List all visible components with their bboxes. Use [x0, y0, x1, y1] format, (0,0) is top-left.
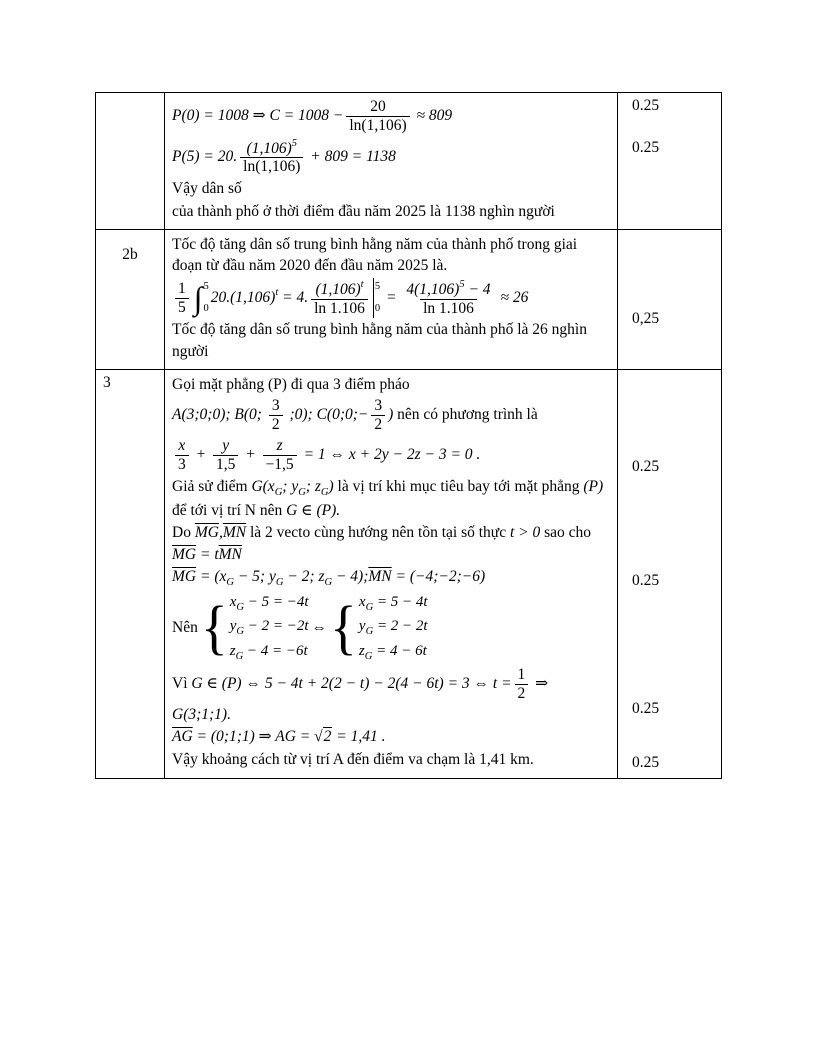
math-token: y	[229, 618, 237, 635]
equation	[230, 592, 309, 615]
fraction	[403, 279, 493, 318]
subscript: G	[226, 577, 234, 589]
eval-lower-limit: 0	[374, 302, 381, 314]
subscript: G	[236, 626, 244, 638]
radical-icon: √	[314, 728, 323, 746]
score-cell	[617, 370, 721, 778]
evaluation-limits	[375, 278, 380, 318]
solution-text: Do	[172, 524, 195, 542]
formula-line	[172, 97, 610, 136]
score-value: 0.25	[632, 572, 660, 589]
fraction	[515, 666, 529, 703]
math-token: ,	[218, 524, 223, 542]
math-token: 20.(1,106)	[210, 288, 276, 306]
score-cell	[617, 93, 721, 229]
frac-numerator: 3	[271, 397, 280, 415]
math-token: ; z	[305, 477, 321, 495]
math-token: G(x	[251, 477, 275, 495]
fraction	[240, 138, 303, 177]
score-value: 0.25	[632, 700, 660, 717]
math-token: G ∈ (P) ⇔ 5 − 4t + 2(2 − t) − 2(4 − 6t) = 3 ⇔ t =	[191, 675, 512, 693]
frac-numerator: 1	[178, 279, 186, 297]
fraction	[371, 397, 385, 434]
math-token: +	[241, 445, 260, 463]
solution-text: của thành phố ở thời điểm đầu năm 2025 là 1138 nghìn người	[172, 202, 555, 220]
solution-line	[172, 522, 610, 565]
frac-numerator: 1	[517, 666, 526, 684]
frac-numerator	[312, 279, 366, 299]
math-token: − 2; z	[283, 568, 325, 586]
left-brace-icon: {	[330, 594, 357, 662]
frac-numerator	[403, 279, 493, 299]
math-token: x	[229, 593, 237, 610]
subscript: G	[320, 486, 329, 498]
math-token: + 809 = 1138	[306, 147, 396, 165]
math-token: +	[191, 445, 210, 463]
table-row	[96, 229, 721, 369]
math-token: − 5; y	[233, 568, 276, 586]
question-number-cell: 2b	[96, 230, 165, 369]
score-value: 0,25	[632, 310, 660, 327]
system-equations	[230, 592, 309, 664]
frac-denominator: 1,5	[213, 455, 238, 474]
math-token: P(0) = 1008 ⇒ C = 1008 −	[172, 106, 344, 124]
solution-cell	[165, 230, 617, 369]
vector-token: $\overline{MN}$	[218, 545, 242, 563]
question-number-cell	[96, 93, 165, 229]
equation	[359, 592, 428, 615]
math-token: ≈ 26	[496, 288, 529, 306]
math-token: = 1 ⇔ x + 2y − 2z − 3 = 0 .	[299, 445, 481, 463]
math-token: z	[358, 642, 365, 659]
table-row	[96, 93, 721, 229]
frac-denominator: 2	[515, 684, 529, 703]
math-token: P(5) = 20.	[172, 147, 238, 165]
math-token: A(3;0;0); B(0;	[172, 406, 266, 424]
frac-denominator: ln(1,106)	[240, 157, 303, 176]
subscript: G	[235, 650, 244, 662]
subscript: G	[275, 577, 284, 589]
subscript: G	[365, 626, 374, 638]
cases-system	[201, 592, 309, 664]
integral	[194, 278, 209, 318]
fraction	[175, 280, 189, 317]
fraction	[311, 279, 368, 318]
frac-numerator: y	[222, 437, 230, 454]
exponent: t	[275, 286, 279, 298]
math-token: =	[382, 288, 401, 306]
math-token: x	[358, 593, 366, 610]
equation	[359, 641, 428, 664]
vector-token: $\overline{MN}$	[368, 568, 392, 586]
vector-token: $\overline{MG}$	[172, 568, 197, 586]
formula-line	[172, 726, 610, 747]
solution-text: Vậy dân số	[172, 180, 242, 198]
solution-cell	[165, 93, 617, 229]
math-token: = (0;1;1) ⇒ AG =	[192, 728, 315, 746]
vector-token: $\overline{AG}$	[172, 728, 193, 746]
math-token: − 5 = −4t	[243, 593, 309, 610]
math-token: − 2 = −2t	[243, 618, 309, 635]
fraction	[175, 437, 189, 474]
math-token: (1,106)	[246, 139, 292, 157]
frac-denominator: 3	[175, 455, 189, 474]
table-row	[96, 369, 721, 778]
math-token: = t	[196, 545, 219, 563]
score-value: 0.25	[632, 97, 660, 114]
formula-line	[172, 396, 610, 435]
math-token: ≈ 809	[412, 106, 453, 124]
fraction	[269, 397, 283, 434]
math-token: = (−4;−2;−6)	[391, 568, 486, 586]
integral-limits	[204, 278, 209, 318]
vector-token: $\overline{MN}$	[222, 524, 247, 542]
math-token: 4(1,106)	[406, 280, 460, 298]
exponent: t	[360, 278, 364, 290]
formula-line	[172, 665, 610, 725]
solution-text: Tốc độ tăng dân số trung bình hằng năm của thành phố trong giai đoạn từ đầu năm 2020 đến đầu năm 2025 là.	[172, 236, 578, 275]
iff-symbol: ⇔	[311, 618, 328, 636]
math-token: G ∈ (P).	[286, 502, 341, 520]
frac-numerator: x	[178, 437, 186, 454]
math-token: (1,106)	[315, 280, 361, 298]
frac-numerator: 20	[370, 98, 386, 115]
math-token: − 4);	[332, 568, 369, 586]
subscript: G	[274, 486, 283, 498]
fraction	[263, 437, 297, 474]
formula-line	[172, 278, 610, 319]
subscript: G	[324, 577, 333, 589]
math-token: )	[388, 406, 394, 424]
integral-upper-limit: 5	[203, 281, 209, 293]
math-token: = (x	[196, 568, 227, 586]
frac-denominator: 2	[371, 415, 385, 434]
solution-text: Vậy khoảng cách từ vị trí A đến điểm va chạm là 1,41 km.	[172, 750, 534, 768]
math-token: = 2 − 2t	[373, 618, 428, 635]
solution-text: là vị trí khi mục tiêu bay tới mặt phẳng	[333, 477, 584, 495]
solution-text: để tới vị trí N nên	[172, 502, 287, 520]
frac-numerator: z	[276, 437, 283, 454]
score-value: 0.25	[632, 458, 660, 475]
solution-text: Nên	[172, 618, 198, 636]
vector-token: $\overline{MG}$	[194, 524, 219, 542]
fraction	[213, 437, 238, 474]
eval-upper-limit: 5	[374, 281, 381, 293]
frac-numerator	[244, 138, 300, 158]
math-token: t > 0	[509, 524, 541, 542]
solution-text: Vì	[172, 675, 192, 693]
subscript: G	[365, 601, 374, 613]
frac-denominator: ln(1,106)	[346, 116, 409, 135]
score-value: 0.25	[632, 754, 660, 771]
equation	[359, 616, 428, 639]
math-token: ⇒ G(3;1;1).	[172, 675, 549, 723]
equation	[230, 641, 309, 664]
math-token: = 4 − 6t	[372, 642, 427, 659]
subscript: G	[298, 486, 306, 498]
exponent: 5	[291, 137, 297, 149]
fraction	[346, 98, 409, 135]
math-token: ;0); C(0;0;−	[285, 406, 369, 424]
equation	[230, 616, 309, 639]
integral-sign-icon: ∫	[193, 280, 203, 317]
math-token: y	[358, 618, 366, 635]
left-brace-icon: {	[200, 594, 228, 662]
solution-text: sao cho	[540, 524, 592, 542]
math-token: = 1,41 .	[332, 728, 386, 746]
solution-text: Tốc độ tăng dân số trung bình hằng năm của thành phố là 26 nghìn người	[172, 321, 587, 360]
cases-system	[330, 592, 428, 664]
math-token: = 4.	[278, 288, 309, 306]
solution-line	[172, 476, 610, 522]
system-equations	[359, 592, 428, 664]
exponent: 5	[459, 278, 465, 290]
frac-denominator: 2	[269, 415, 283, 434]
evaluation-bar	[373, 278, 380, 318]
math-token: z	[229, 642, 236, 659]
math-token: ; y	[282, 477, 299, 495]
vector-token: $\overline{MG}$	[172, 545, 197, 563]
system-line	[172, 592, 610, 664]
frac-denominator: ln 1.106	[311, 299, 368, 318]
subscript: G	[236, 601, 244, 613]
score-value: 0.25	[632, 139, 660, 156]
radicand: 2	[323, 728, 332, 746]
frac-denominator: −1,5	[263, 455, 297, 474]
solution-text: Gọi mặt phẳng (P) đi qua 3 điểm pháo	[172, 376, 410, 393]
solution-text: là 2 vecto cùng hướng nên tồn tại số thực	[246, 524, 510, 542]
solution-text: Giả sử điểm	[172, 477, 252, 495]
frac-denominator: ln 1.106	[420, 299, 477, 318]
frac-numerator: 3	[374, 397, 383, 415]
math-token: − 4	[464, 280, 491, 298]
math-token: )	[328, 477, 334, 495]
math-token: − 4 = −6t	[243, 642, 308, 659]
subscript: G	[364, 650, 373, 662]
solution-cell	[165, 370, 617, 778]
frac-denominator: 5	[175, 298, 189, 317]
formula-line	[172, 137, 610, 178]
formula-line	[172, 566, 610, 590]
question-number-cell: 3	[96, 370, 165, 778]
score-cell	[617, 230, 721, 369]
math-token: (P)	[583, 477, 604, 495]
formula-line	[172, 436, 610, 475]
answer-key-table	[95, 92, 722, 779]
solution-text: nên có phương trình là	[393, 406, 538, 424]
vertical-bar-icon	[373, 278, 374, 318]
math-token: = 5 − 4t	[373, 593, 428, 610]
integral-lower-limit: 0	[203, 302, 209, 314]
